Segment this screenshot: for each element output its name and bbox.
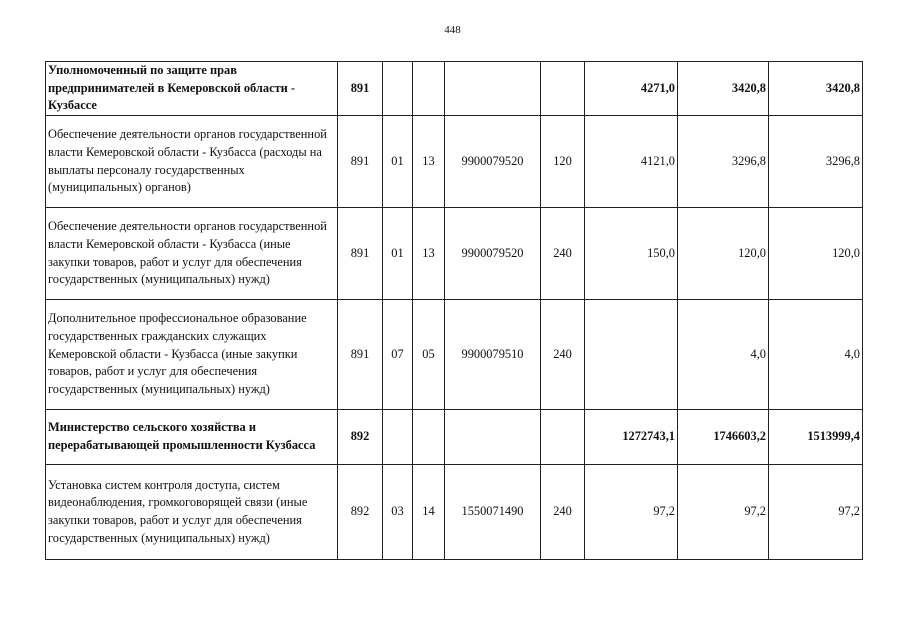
razdel-code: 07 [383,300,413,410]
row-name: Установка систем контроля доступа, систем видеонаблюдения, громкоговорящей связи (иные закупки товаров, работ и услуг для обеспечения государственных (муниципальных) нужд) [46,465,338,560]
amount-year-1: 150,0 [585,208,678,300]
amount-year-3: 1513999,4 [769,410,863,465]
amount-year-3: 97,2 [769,465,863,560]
row-name: Обеспечение деятельности органов государственной власти Кемеровской области - Кузбасса (иные закупки товаров, работ и услуг для обеспечения государственных (муниципальных) нужд) [46,208,338,300]
expense-type-code: 240 [541,465,585,560]
table-row [46,62,863,116]
budget-table [45,61,863,560]
amount-year-2: 120,0 [678,208,769,300]
table-row [46,300,863,410]
table-row [46,465,863,560]
razdel-code: 01 [383,208,413,300]
amount-year-1 [585,300,678,410]
expense-type-code [541,410,585,465]
expense-type-code: 240 [541,300,585,410]
expense-type-code: 120 [541,116,585,208]
amount-year-2: 97,2 [678,465,769,560]
podrazdel-code [413,410,445,465]
ved-code: 892 [338,465,383,560]
expense-type-code: 240 [541,208,585,300]
amount-year-2: 4,0 [678,300,769,410]
amount-year-1: 4271,0 [585,62,678,116]
row-name: Министерство сельского хозяйства и перерабатывающей промышленности Кузбасса [46,410,338,465]
row-name: Уполномоченный по защите прав предпринимателей в Кемеровской области - Кузбассе [46,62,338,116]
amount-year-1: 1272743,1 [585,410,678,465]
podrazdel-code: 05 [413,300,445,410]
row-name: Обеспечение деятельности органов государственной власти Кемеровской области - Кузбасса (расходы на выплаты персоналу государственных (муниципальных) органов) [46,116,338,208]
ved-code: 891 [338,116,383,208]
ved-code: 892 [338,410,383,465]
ved-code: 891 [338,208,383,300]
ved-code: 891 [338,300,383,410]
target-article-code: 9900079510 [445,300,541,410]
razdel-code [383,62,413,116]
expense-type-code [541,62,585,116]
razdel-code [383,410,413,465]
podrazdel-code [413,62,445,116]
amount-year-1: 4121,0 [585,116,678,208]
amount-year-3: 4,0 [769,300,863,410]
ved-code: 891 [338,62,383,116]
amount-year-3: 3420,8 [769,62,863,116]
page-number: 448 [444,24,461,36]
target-article-code: 9900079520 [445,116,541,208]
amount-year-3: 120,0 [769,208,863,300]
amount-year-3: 3296,8 [769,116,863,208]
podrazdel-code: 13 [413,208,445,300]
table-row [46,208,863,300]
amount-year-2: 1746603,2 [678,410,769,465]
table-row [46,116,863,208]
row-name: Дополнительное профессиональное образование государственных гражданских служащих Кемеровской области - Кузбасса (иные закупки товаров, работ и услуг для обеспечения государственных (муниципальных) нужд) [46,300,338,410]
podrazdel-code: 13 [413,116,445,208]
amount-year-2: 3420,8 [678,62,769,116]
razdel-code: 03 [383,465,413,560]
amount-year-2: 3296,8 [678,116,769,208]
podrazdel-code: 14 [413,465,445,560]
razdel-code: 01 [383,116,413,208]
target-article-code: 1550071490 [445,465,541,560]
table-row [46,410,863,465]
amount-year-1: 97,2 [585,465,678,560]
target-article-code [445,62,541,116]
target-article-code: 9900079520 [445,208,541,300]
target-article-code [445,410,541,465]
